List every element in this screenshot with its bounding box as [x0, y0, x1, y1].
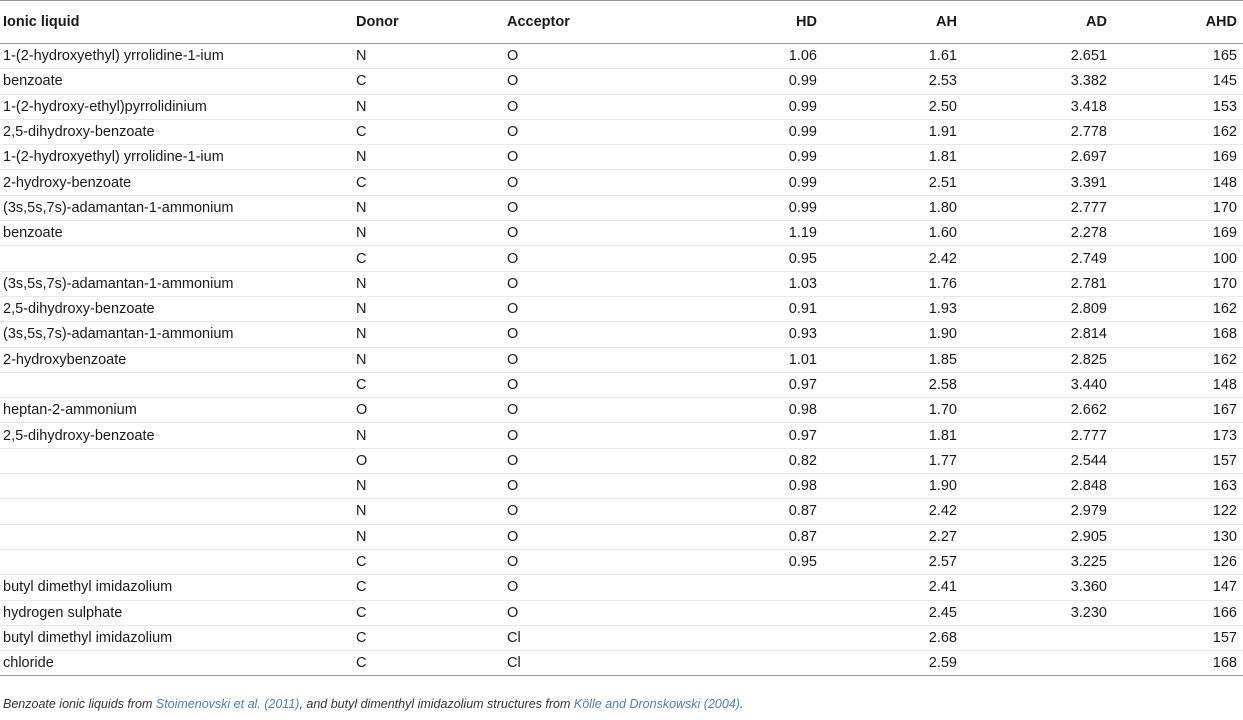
cell-ahd: 173 [1107, 423, 1243, 448]
cell-donor: N [356, 474, 507, 499]
cell-ionic-liquid: (3s,5s,7s)-adamantan-1-ammonium [0, 195, 356, 220]
cell-ahd: 163 [1107, 474, 1243, 499]
cell-ah: 2.50 [817, 94, 957, 119]
cell-ad: 3.382 [957, 69, 1107, 94]
table-row [0, 119, 1243, 144]
cell-hd: 0.99 [677, 119, 817, 144]
cell-donor: N [356, 499, 507, 524]
table-row [0, 398, 1243, 423]
cell-ah: 1.91 [817, 119, 957, 144]
cell-donor: N [356, 347, 507, 372]
table-row [0, 474, 1243, 499]
cell-hd: 1.03 [677, 271, 817, 296]
table-row [0, 44, 1243, 69]
cell-ionic-liquid: 2-hydroxy-benzoate [0, 170, 356, 195]
cell-ah: 1.93 [817, 296, 957, 321]
cell-ad: 2.777 [957, 195, 1107, 220]
cell-ahd: 169 [1107, 221, 1243, 246]
cell-ah: 1.85 [817, 347, 957, 372]
cell-ahd: 122 [1107, 499, 1243, 524]
header-ad: AD [957, 1, 1107, 44]
cell-ah: 2.42 [817, 499, 957, 524]
cell-ah: 1.81 [817, 423, 957, 448]
cell-acceptor: O [507, 549, 677, 574]
cell-ionic-liquid [0, 499, 356, 524]
cell-acceptor: O [507, 221, 677, 246]
cell-ahd: 169 [1107, 145, 1243, 170]
cell-hd: 0.99 [677, 170, 817, 195]
cell-donor: N [356, 423, 507, 448]
cell-donor: N [356, 271, 507, 296]
table-row [0, 524, 1243, 549]
caption-text-1: Benzoate ionic liquids from [3, 697, 156, 711]
cell-donor: C [356, 651, 507, 676]
cell-ahd: 168 [1107, 322, 1243, 347]
caption-text-3: . [739, 697, 744, 711]
cell-hd: 1.19 [677, 221, 817, 246]
cell-ad: 2.848 [957, 474, 1107, 499]
cell-ah: 1.90 [817, 474, 957, 499]
cell-hd: 0.95 [677, 246, 817, 271]
cell-hd: 0.98 [677, 474, 817, 499]
table-row [0, 625, 1243, 650]
cell-ad: 3.440 [957, 372, 1107, 397]
cell-ah: 2.57 [817, 549, 957, 574]
header-donor: Donor [356, 1, 507, 44]
cell-hd: 0.93 [677, 322, 817, 347]
table-row [0, 170, 1243, 195]
cell-ah: 1.81 [817, 145, 957, 170]
cell-ah: 1.60 [817, 221, 957, 246]
cell-ad: 3.418 [957, 94, 1107, 119]
cell-ad: 2.697 [957, 145, 1107, 170]
table-row [0, 600, 1243, 625]
cell-ah: 1.77 [817, 448, 957, 473]
cell-hd [677, 575, 817, 600]
cell-acceptor: O [507, 44, 677, 69]
table-row [0, 296, 1243, 321]
header-hd: HD [677, 1, 817, 44]
cell-acceptor: O [507, 94, 677, 119]
cell-acceptor: O [507, 448, 677, 473]
table-row [0, 246, 1243, 271]
cell-donor: C [356, 549, 507, 574]
cell-acceptor: O [507, 119, 677, 144]
cell-donor: C [356, 246, 507, 271]
cell-ahd: 153 [1107, 94, 1243, 119]
cell-ad: 2.651 [957, 44, 1107, 69]
cell-ad: 3.391 [957, 170, 1107, 195]
cell-ionic-liquid: 2,5-dihydroxy-benzoate [0, 296, 356, 321]
cell-ahd: 165 [1107, 44, 1243, 69]
cell-ad: 2.278 [957, 221, 1107, 246]
cell-donor: C [356, 625, 507, 650]
cell-ionic-liquid: 2,5-dihydroxy-benzoate [0, 423, 356, 448]
cell-acceptor: O [507, 170, 677, 195]
cell-hd: 0.87 [677, 524, 817, 549]
cell-donor: N [356, 221, 507, 246]
cell-ionic-liquid: 2,5-dihydroxy-benzoate [0, 119, 356, 144]
cell-ionic-liquid [0, 549, 356, 574]
table-row [0, 94, 1243, 119]
cell-ahd: 170 [1107, 271, 1243, 296]
table-row [0, 423, 1243, 448]
cell-acceptor: O [507, 600, 677, 625]
cell-ionic-liquid: heptan-2-ammonium [0, 398, 356, 423]
cell-hd: 0.99 [677, 145, 817, 170]
cell-ah: 2.27 [817, 524, 957, 549]
cell-ahd: 162 [1107, 296, 1243, 321]
cell-ah: 2.42 [817, 246, 957, 271]
cell-donor: C [356, 575, 507, 600]
cell-hd: 0.91 [677, 296, 817, 321]
cell-ah: 2.51 [817, 170, 957, 195]
cell-ahd: 157 [1107, 448, 1243, 473]
cell-ionic-liquid: (3s,5s,7s)-adamantan-1-ammonium [0, 322, 356, 347]
cell-donor: C [356, 119, 507, 144]
cell-ahd: 170 [1107, 195, 1243, 220]
cell-acceptor: O [507, 524, 677, 549]
cell-ad: 2.814 [957, 322, 1107, 347]
cell-ad: 3.360 [957, 575, 1107, 600]
cell-ah: 2.53 [817, 69, 957, 94]
table-row [0, 372, 1243, 397]
cell-donor: N [356, 524, 507, 549]
cell-acceptor: O [507, 322, 677, 347]
cell-ad: 2.749 [957, 246, 1107, 271]
cell-donor: N [356, 145, 507, 170]
cell-ahd: 157 [1107, 625, 1243, 650]
table-caption [3, 697, 743, 711]
cell-donor: O [356, 398, 507, 423]
table-row [0, 271, 1243, 296]
cell-ah: 1.80 [817, 195, 957, 220]
table-row [0, 575, 1243, 600]
cell-hd [677, 651, 817, 676]
table-body [0, 44, 1243, 676]
cell-ah: 1.90 [817, 322, 957, 347]
cell-ionic-liquid: chloride [0, 651, 356, 676]
cell-hd: 0.95 [677, 549, 817, 574]
cell-ad: 3.225 [957, 549, 1107, 574]
table-row [0, 549, 1243, 574]
cell-ahd: 148 [1107, 372, 1243, 397]
cell-ionic-liquid [0, 246, 356, 271]
cell-ionic-liquid: 1-(2-hydroxy-ethyl)pyrrolidinium [0, 94, 356, 119]
cell-donor: O [356, 448, 507, 473]
table-row [0, 347, 1243, 372]
cell-ah: 2.58 [817, 372, 957, 397]
cell-acceptor: O [507, 398, 677, 423]
cell-donor: C [356, 372, 507, 397]
cell-ah: 2.59 [817, 651, 957, 676]
cell-ionic-liquid [0, 372, 356, 397]
cell-ionic-liquid: benzoate [0, 69, 356, 94]
caption-text-2: , and butyl dimenthyl imidazolium structures from [299, 697, 574, 711]
cell-hd: 0.99 [677, 69, 817, 94]
cell-donor: C [356, 170, 507, 195]
cell-hd: 1.06 [677, 44, 817, 69]
cell-acceptor: Cl [507, 651, 677, 676]
cell-ahd: 166 [1107, 600, 1243, 625]
cell-ionic-liquid [0, 448, 356, 473]
cell-ad: 2.544 [957, 448, 1107, 473]
cell-acceptor: Cl [507, 625, 677, 650]
cell-ad: 2.825 [957, 347, 1107, 372]
cell-ionic-liquid [0, 474, 356, 499]
cell-ionic-liquid: 1-(2-hydroxyethyl) yrrolidine-1-ium [0, 145, 356, 170]
cell-donor: N [356, 195, 507, 220]
cell-acceptor: O [507, 474, 677, 499]
table-row [0, 69, 1243, 94]
cell-acceptor: O [507, 271, 677, 296]
cell-acceptor: O [507, 246, 677, 271]
cell-ionic-liquid [0, 524, 356, 549]
cell-ahd: 130 [1107, 524, 1243, 549]
table-header [0, 1, 1243, 44]
cell-hd: 0.99 [677, 195, 817, 220]
cell-ah: 1.61 [817, 44, 957, 69]
cell-hd: 0.97 [677, 423, 817, 448]
header-row [0, 1, 1243, 44]
cell-donor: N [356, 94, 507, 119]
cell-acceptor: O [507, 195, 677, 220]
cell-ad [957, 625, 1107, 650]
cell-hd: 0.98 [677, 398, 817, 423]
cell-hd: 0.82 [677, 448, 817, 473]
cell-ah: 1.70 [817, 398, 957, 423]
cell-hd: 0.87 [677, 499, 817, 524]
table-row [0, 145, 1243, 170]
cell-acceptor: O [507, 296, 677, 321]
cell-ad: 3.230 [957, 600, 1107, 625]
cell-ahd: 167 [1107, 398, 1243, 423]
cell-acceptor: O [507, 575, 677, 600]
cell-hd: 1.01 [677, 347, 817, 372]
cell-ionic-liquid: 1-(2-hydroxyethyl) yrrolidine-1-ium [0, 44, 356, 69]
cell-ahd: 100 [1107, 246, 1243, 271]
cell-acceptor: O [507, 499, 677, 524]
cell-ad: 2.777 [957, 423, 1107, 448]
cell-hd [677, 600, 817, 625]
cell-ahd: 147 [1107, 575, 1243, 600]
cell-ad: 2.778 [957, 119, 1107, 144]
cell-acceptor: O [507, 423, 677, 448]
table-row [0, 221, 1243, 246]
cell-ad: 2.662 [957, 398, 1107, 423]
cell-acceptor: O [507, 372, 677, 397]
cell-acceptor: O [507, 347, 677, 372]
cell-ah: 2.45 [817, 600, 957, 625]
cell-ah: 2.41 [817, 575, 957, 600]
cell-ahd: 126 [1107, 549, 1243, 574]
cell-ah: 2.68 [817, 625, 957, 650]
cell-donor: N [356, 322, 507, 347]
cell-donor: N [356, 296, 507, 321]
cell-ahd: 148 [1107, 170, 1243, 195]
cell-ad: 2.809 [957, 296, 1107, 321]
cell-donor: N [356, 44, 507, 69]
cell-ionic-liquid: benzoate [0, 221, 356, 246]
header-ah: AH [817, 1, 957, 44]
cell-hd [677, 625, 817, 650]
table-row [0, 322, 1243, 347]
cell-ad [957, 651, 1107, 676]
table-row [0, 651, 1243, 676]
cell-ah: 1.76 [817, 271, 957, 296]
cell-ionic-liquid: butyl dimethyl imidazolium [0, 575, 356, 600]
cell-ad: 2.979 [957, 499, 1107, 524]
cell-ahd: 162 [1107, 119, 1243, 144]
cell-donor: C [356, 600, 507, 625]
cell-ahd: 162 [1107, 347, 1243, 372]
cell-ad: 2.781 [957, 271, 1107, 296]
cell-acceptor: O [507, 69, 677, 94]
cell-ionic-liquid: (3s,5s,7s)-adamantan-1-ammonium [0, 271, 356, 296]
table-row [0, 448, 1243, 473]
header-ahd: AHD [1107, 1, 1243, 44]
cell-ahd: 145 [1107, 69, 1243, 94]
cell-ionic-liquid: hydrogen sulphate [0, 600, 356, 625]
header-ionic-liquid: Ionic liquid [0, 1, 356, 44]
table-row [0, 195, 1243, 220]
caption-reference-kolle[interactable]: Kölle and Dronskowski (2004) [573, 697, 740, 711]
cell-acceptor: O [507, 145, 677, 170]
cell-donor: C [356, 69, 507, 94]
cell-ionic-liquid: butyl dimethyl imidazolium [0, 625, 356, 650]
cell-ahd: 168 [1107, 651, 1243, 676]
cell-ad: 2.905 [957, 524, 1107, 549]
table-row [0, 499, 1243, 524]
header-acceptor: Acceptor [507, 1, 677, 44]
cell-hd: 0.99 [677, 94, 817, 119]
cell-ionic-liquid: 2-hydroxybenzoate [0, 347, 356, 372]
caption-reference-stoimenovski[interactable]: Stoimenovski et al. (2011) [155, 697, 300, 711]
cell-hd: 0.97 [677, 372, 817, 397]
